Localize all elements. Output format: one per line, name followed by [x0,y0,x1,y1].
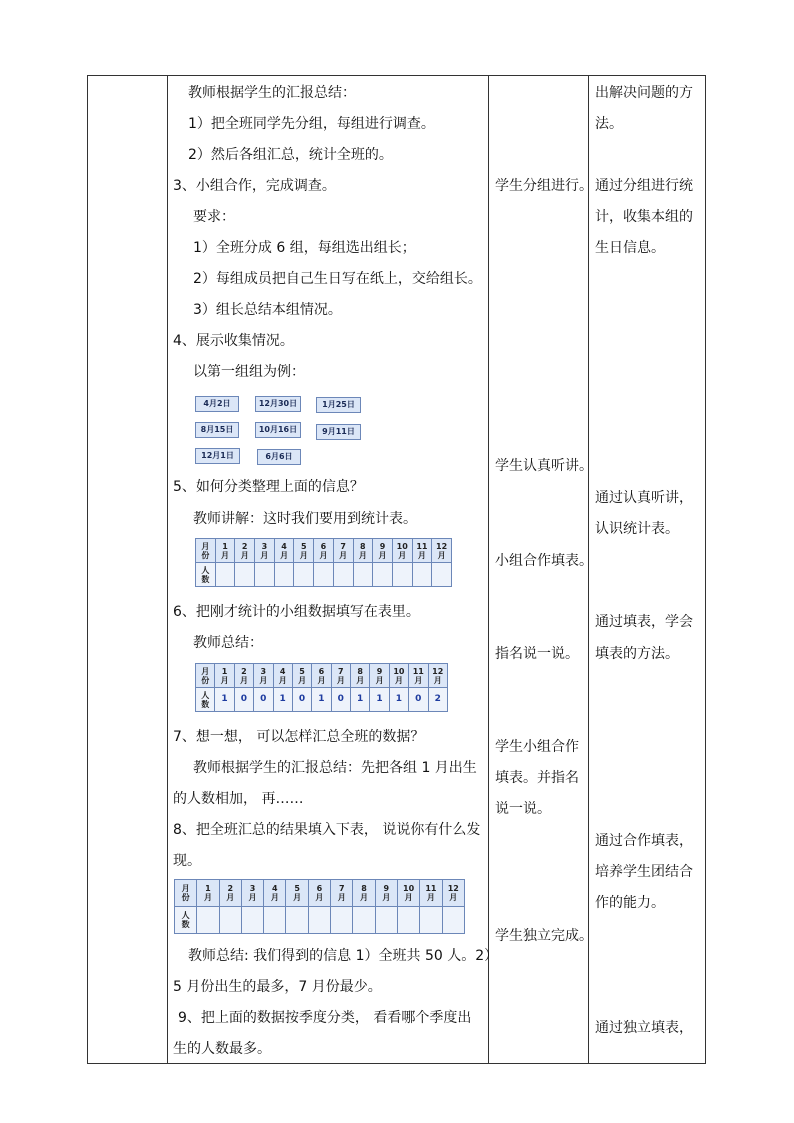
count-cell: 0 [254,688,273,712]
header-cell: 月 份 [196,539,216,563]
month-header: 11 月 [409,664,428,688]
month-header: 3 月 [241,880,263,907]
month-header: 1 月 [215,539,235,563]
empty-cell [274,563,294,587]
count-cell: 1 [389,688,408,712]
column-divider-1 [167,75,168,1064]
empty-cell [373,563,393,587]
month-header: 6 月 [314,539,334,563]
count-cell: 0 [409,688,428,712]
month-header: 2 月 [235,539,255,563]
count-cell: 1 [370,688,389,712]
empty-cell [255,563,275,587]
month-header: 8 月 [353,539,373,563]
month-header: 6 月 [308,880,330,907]
row-label: 人 数 [196,688,215,712]
text-line: 1）全班分成 6 组，每组选出组长； [193,240,416,256]
month-header: 1 月 [197,880,219,907]
month-header: 5 月 [292,664,311,688]
month-header: 10 月 [397,880,419,907]
birthday-chip: 9月11日 [316,424,361,440]
empty-cell [333,563,353,587]
text-line: 3、小组合作，完成调查。 [173,178,336,194]
text-line: 5 月份出生的最多，7 月份最少。 [173,979,382,995]
birthday-chip: 12月30日 [255,396,301,412]
month-header: 2 月 [219,880,241,907]
birthday-chip: 8月15日 [195,422,239,438]
stat-table-group1 [195,663,448,712]
design-intent: 通过分组进行统 [595,178,693,194]
student-activity: 学生分组进行。 [495,178,593,194]
design-intent: 培养学生团结合 [595,864,693,880]
birthday-chip: 10月16日 [255,422,301,438]
empty-cell [241,907,263,934]
text-line: 教师根据学生的汇报总结：先把各组 1 月出生 [193,760,477,776]
text-line: 9、把上面的数据按季度分类， 看看哪个季度出 [178,1010,472,1026]
month-header: 5 月 [294,539,314,563]
empty-cell [420,907,442,934]
text-line: 教师总结: 我们得到的信息 1）全班共 50 人。2） [188,948,499,964]
empty-cell [353,563,373,587]
text-line: 6、把刚才统计的小组数据填写在表里。 [173,604,420,620]
birthday-chip: 4月2日 [195,396,239,412]
month-header: 4 月 [274,539,294,563]
student-activity: 学生认真听讲。 [495,458,593,474]
text-line: 要求： [193,209,235,225]
month-header: 12 月 [432,539,452,563]
design-intent: 填表的方法。 [595,646,679,662]
month-header: 8 月 [351,664,370,688]
text-line: 8、把全班汇总的结果填入下表， 说说你有什么发 [173,822,481,838]
text-line: 2）然后各组汇总，统计全班的。 [188,147,393,163]
empty-cell [219,907,241,934]
text-line: 现。 [173,853,201,869]
text-line: 生的人数最多。 [173,1041,271,1057]
column-divider-2 [488,75,489,1064]
design-intent: 通过认真听讲， [595,490,693,506]
text-line: 教师讲解：这时我们要用到统计表。 [193,511,417,527]
text-line: 5、如何分类整理上面的信息？ [173,479,364,495]
empty-cell [215,563,235,587]
count-cell: 1 [351,688,370,712]
student-activity: 指名说一说。 [495,646,579,662]
student-activity: 说一说。 [495,801,551,817]
design-intent: 通过填表，学会 [595,614,693,630]
header-cell: 月 份 [175,880,197,907]
empty-cell [397,907,419,934]
student-activity: 小组合作填表。 [495,553,593,569]
month-header: 8 月 [353,880,375,907]
empty-cell [392,563,412,587]
month-header: 6 月 [312,664,331,688]
month-header: 2 月 [234,664,253,688]
design-intent: 通过独立填表， [595,1020,693,1036]
header-cell: 月 份 [196,664,215,688]
text-line: 7、想一想， 可以怎样汇总全班的数据？ [173,729,425,745]
design-intent: 出解决问题的方 [595,85,693,101]
text-line: 4、展示收集情况。 [173,333,294,349]
design-intent: 法。 [595,116,623,132]
stat-table-class [174,879,465,934]
month-header: 3 月 [255,539,275,563]
empty-cell [314,563,334,587]
empty-cell [331,907,353,934]
count-cell: 0 [292,688,311,712]
month-header: 4 月 [273,664,292,688]
empty-cell [412,563,432,587]
month-header: 10 月 [392,539,412,563]
text-line: 教师根据学生的汇报总结： [188,85,356,101]
empty-cell [375,907,397,934]
month-header: 12 月 [428,664,448,688]
text-line: 以第一组组为例： [193,364,305,380]
design-intent: 生日信息。 [595,240,665,256]
empty-cell [353,907,375,934]
text-line: 2）每组成员把自己生日写在纸上，交给组长。 [193,271,482,287]
design-intent: 作的能力。 [595,895,665,911]
month-header: 7 月 [333,539,353,563]
text-line: 1）把全班同学先分组，每组进行调查。 [188,116,435,132]
month-header: 1 月 [215,664,234,688]
empty-cell [264,907,286,934]
month-header: 9 月 [373,539,393,563]
empty-cell [197,907,219,934]
count-cell: 0 [234,688,253,712]
row-label: 人 数 [196,563,216,587]
birthday-chip: 6月6日 [257,449,301,465]
month-header: 7 月 [331,664,350,688]
month-header: 7 月 [331,880,353,907]
student-activity: 学生独立完成。 [495,928,593,944]
month-header: 4 月 [264,880,286,907]
count-cell: 2 [428,688,448,712]
month-header: 9 月 [370,664,389,688]
stat-table-empty [195,538,452,587]
design-intent: 认识统计表。 [595,521,679,537]
birthday-chip: 1月25日 [316,397,361,413]
count-cell: 0 [331,688,350,712]
empty-cell [442,907,464,934]
month-header: 5 月 [286,880,308,907]
empty-cell [235,563,255,587]
month-header: 12 月 [442,880,464,907]
student-activity: 填表。并指名 [495,770,579,786]
row-label: 人 数 [175,907,197,934]
count-cell: 1 [215,688,234,712]
month-header: 9 月 [375,880,397,907]
count-cell: 1 [273,688,292,712]
design-intent: 通过合作填表， [595,833,693,849]
month-header: 11 月 [412,539,432,563]
birthday-chip: 12月1日 [195,448,240,464]
count-cell: 1 [312,688,331,712]
month-header: 10 月 [389,664,408,688]
student-activity: 学生小组合作 [495,739,579,755]
empty-cell [432,563,452,587]
month-header: 3 月 [254,664,273,688]
empty-cell [286,907,308,934]
empty-cell [294,563,314,587]
text-line: 的人数相加， 再…… [173,791,304,807]
text-line: 3）组长总结本组情况。 [193,302,342,318]
design-intent: 计，收集本组的 [595,209,693,225]
text-line: 教师总结： [193,635,263,651]
month-header: 11 月 [420,880,442,907]
empty-cell [308,907,330,934]
